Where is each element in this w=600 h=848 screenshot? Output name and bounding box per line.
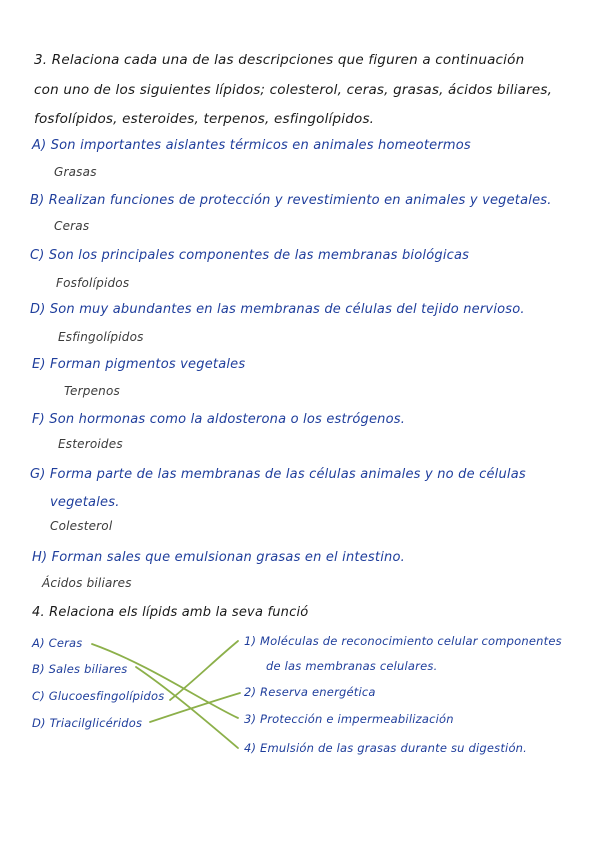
q3-answer-f: Esteroides (58, 437, 123, 451)
q3-answer-g: Colesterol (50, 519, 113, 533)
q4-right-4: 4) Emulsión de las grasas durante su digestión. (244, 741, 528, 755)
q4-right-1: 1) Moléculas de reconocimiento celular componentes (244, 634, 562, 648)
q3-item-f: F) Son hormonas como la aldosterona o los estrógenos. (32, 412, 406, 427)
q3-answer-h: Ácidos biliares (42, 576, 132, 590)
q4-title: 4. Relaciona els lípids amb la seva funció (32, 605, 309, 620)
match-line-a-3 (92, 644, 238, 718)
q4-left-b: B) Sales biliares (32, 662, 128, 676)
q3-item-d: D) Son muy abundantes en las membranas de células del tejido nervioso. (30, 302, 525, 317)
q3-item-h: H) Forman sales que emulsionan grasas en el intestino. (32, 550, 405, 565)
q4-left-c: C) Glucoesfingolípidos (32, 689, 165, 703)
q3-answer-a: Grasas (54, 165, 97, 179)
q3-line-2: con uno de los siguientes lípidos; colesterol, ceras, grasas, ácidos biliares, (34, 82, 553, 98)
q3-item-b: B) Realizan funciones de protección y revestimiento en animales y vegetales. (30, 193, 552, 208)
q4-right-2: 2) Reserva energética (244, 685, 376, 699)
q4-left-d: D) Triacilglicéridos (32, 716, 143, 730)
q3-item-c: C) Son los principales componentes de las membranas biológicas (30, 248, 470, 263)
q3-line-1: 3. Relaciona cada una de las descripciones que figuren a continuación (34, 52, 525, 68)
match-line-c-1 (170, 641, 238, 700)
q4-left-a: A) Ceras (32, 636, 83, 650)
q3-answer-b: Ceras (54, 219, 90, 233)
q4-right-3: 3) Protección e impermeabilización (244, 712, 454, 726)
q3-item-e: E) Forman pigmentos vegetales (32, 357, 246, 372)
match-line-d-2 (150, 693, 240, 722)
q3-line-3: fosfolípidos, esteroides, terpenos, esfingolípidos. (34, 111, 375, 127)
q3-answer-e: Terpenos (64, 384, 120, 398)
q4-right-1-cont: de las membranas celulares. (266, 659, 438, 673)
match-line-b-4 (136, 667, 238, 748)
q3-item-g-cont: vegetales. (50, 495, 120, 510)
q3-item-g: G) Forma parte de las membranas de las células animales y no de células (30, 467, 526, 482)
q3-item-a: A) Son importantes aislantes térmicos en animales homeotermos (32, 138, 471, 153)
q3-answer-d: Esfingolípidos (58, 330, 144, 344)
q3-answer-c: Fosfolípidos (56, 276, 130, 290)
